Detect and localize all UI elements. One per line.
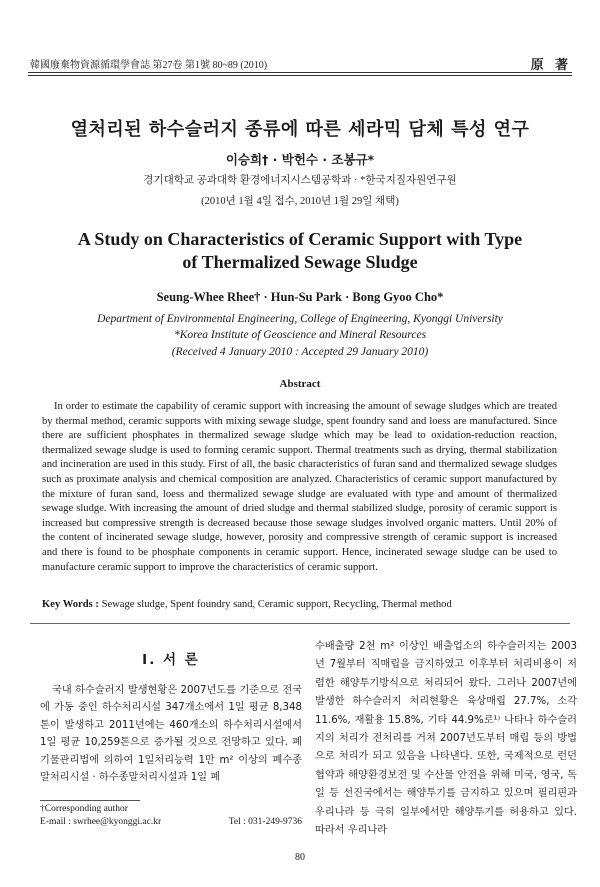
corresponding-author-note: †Corresponding author [40,804,128,814]
introduction-text-right: 수배출량 2천 m² 이상인 배출업소의 하수슬러지는 2003년 7월부터 직매립을 금지하였고 이후부터 처리비용이 저렴한 해양투기방식으로 처리되어 왔다. 그러나 2007년에 발생한 하수슬러지 처리현황은 육상매립 27.7%, 소각 11.6%, 재활용 15.8%, 기타 44.9%로¹⁾ 나타나 하수슬러지의 처리가 전처리를 거쳐 2007년도부터 매립 등의 방법으로 처리가 되고 있음을 나타낸다. 또한, 국제적으로 런던협약과 해양환경보전 및 수산물 안전을 위해 미국, 영국, 독일 등 선진국에서는 해양투기를 금지하고 있으며 필리핀과 우리나라 등 극히 일부에서만 해양투기를 허용하고 있다. 따라서 우리나라 [315,641,577,837]
running-header [30,54,572,70]
abstract-text: In order to estimate the capability of ceramic support with increasing the amount of sewage sludges which are treated by thermal method, ceramic supports with mixing sewage sludge, spent foundry sand and loess are manufactured. Since there are sufficient phosphates in thermalized sewage sludge which may be lead to oxidation-reduction reaction, thermalized sewage sludge is used to forming ceramic support. Thermal treatments such as drying, thermal stabilization and incineration are used in this study. First of all, the basic characteristics of furan sand and thermalized sewage sludges such as proximate analysis and chemical composition are analyzed. Characteristics of ceramic support manufactured by the mixture of furan sand, loess and thermalized sewage sludge are evaluated with type and amount of thermalized sewage sludge. With increasing the amount of dried sludge and thermal stabilized sludge, porosity of ceramic support is increased but compressive strength is decreased because those sewage sludges involved organic matters. Until 20% of the content of incinerated sewage sludge, however, porosity and compressive strength of ceramic support is increased and there is found to be phosphate components in ceramic support. Hence, incinerated sewage sludge can be used to manufacture ceramic support to improve the characteristics of ceramic support. [42,401,557,573]
authors-korean: 이승희† · 박헌수 · 조봉규* [225,152,375,167]
article-type-label: 原 著 [530,57,572,72]
affiliation-korean: 경기대학교 공과대학 환경에너지시스템공학과 · *한국지질자원연구원 [143,175,457,186]
keywords-label: Key Words : [42,599,99,610]
title-korean: 열처리된 하수슬러지 종류에 따른 세라믹 담체 특성 연구 [70,119,530,140]
footnote-divider [40,800,140,801]
title-english-line2: of Thermalized Sewage Sludge [182,252,418,272]
left-column [40,640,302,786]
footnote [40,803,302,829]
keywords [42,598,557,612]
title-english-line1: A Study on Characteristics of Ceramic Support with Type [77,229,523,249]
author-email: E-mail : swrhee@kyonggi.ac.kr [40,817,162,827]
received-date-english: (Received 4 January 2010 : Accepted 29 January 2010) [171,346,429,358]
authors-english: Seung-Whee Rhee† · Hun-Su Park · Bong Gyoo Cho* [156,290,444,304]
page-number: 80 [295,852,305,863]
affiliation-english-line1: Department of Environmental Engineering, College of Engineering, Kyonggi University [97,313,503,325]
keywords-text: Sewage sludge, Spent foundry sand, Ceramic support, Recycling, Thermal method [101,599,452,610]
header-rule-thin [28,75,572,76]
section-heading-introduction: I. 서 론 [142,652,200,668]
title-english [40,228,560,274]
introduction-text-left: 국내 하수슬러지 발생현황은 2007년도를 기준으로 전국에 가동 중인 하수처리시설 347개소에서 1일 평균 8,348톤이 발생하고 2011년에는 460개소의 하수처리시설에서 1일 평균 10,259톤으로 증가될 것으로 전망하고 있다. 폐기물관리법에 의하여 1일처리능력 1만 m² 이상의 폐수종말처리시설 · 하수종말처리시설과 1일 폐 [40,685,302,784]
author-telephone: Tel : 031-249-9736 [228,817,302,827]
abstract-heading: Abstract [279,378,321,390]
affiliation-english [40,311,560,343]
right-column [315,638,577,840]
received-date-korean: (2010년 1월 4일 접수, 2010년 1월 29일 채택) [201,196,399,207]
affiliation-english-line2: *Korea Institute of Geoscience and Mineral Resources [173,329,427,341]
header-rule-thick [28,72,572,73]
journal-citation: 韓國廢棄物資源循環學會誌 第27卷 第1號 80~89 (2010) [30,60,268,71]
keywords-divider [30,623,570,624]
